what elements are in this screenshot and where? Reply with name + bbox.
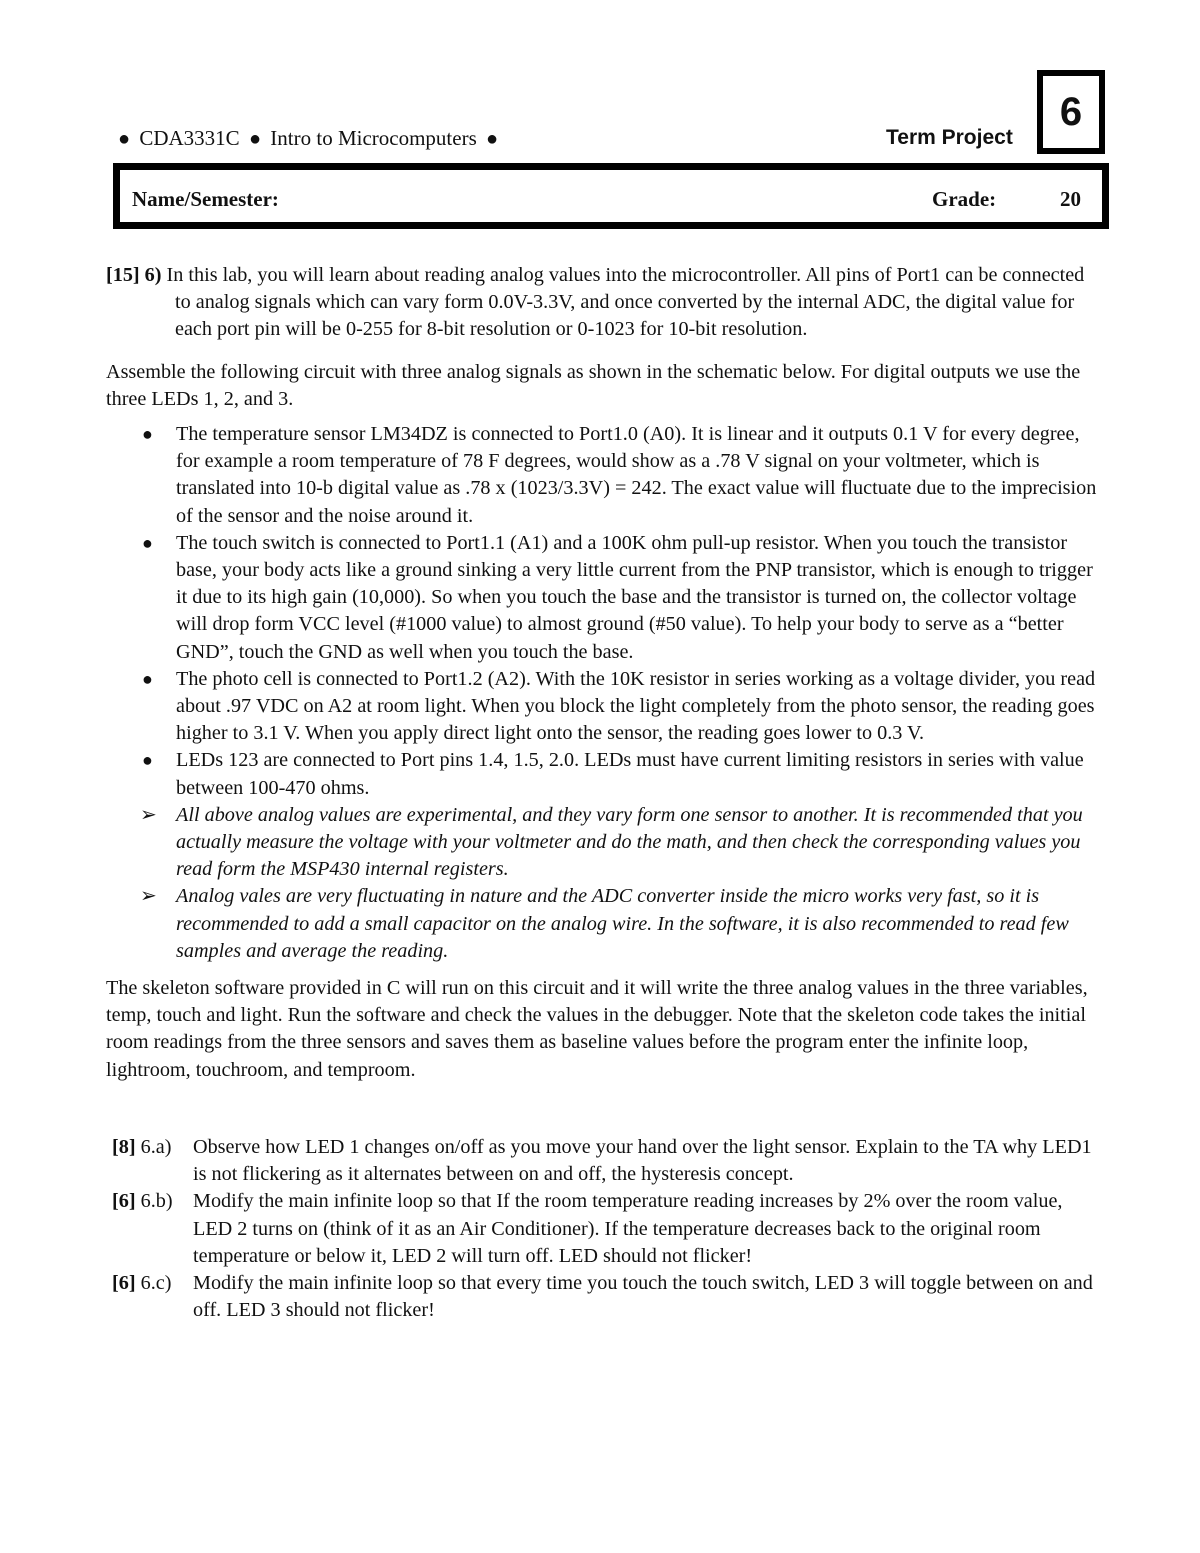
task-list xyxy=(106,1134,1098,1324)
task-heading xyxy=(112,1270,171,1297)
course-header xyxy=(118,126,502,151)
task-item xyxy=(106,1188,1098,1270)
document-body xyxy=(106,262,1098,1324)
task-text: Observe how LED 1 changes on/off as you move your hand over the light sensor. Explain to the TA why LED1 is not flickering as it alternates between on and off, the hysteresis concept. xyxy=(193,1135,1092,1186)
bullet-icon: ● xyxy=(248,128,262,150)
component-list xyxy=(106,421,1098,965)
task-label: 6.c) xyxy=(140,1271,172,1294)
doc-type-label: Term Project xyxy=(886,126,1013,149)
bullet-icon: ● xyxy=(142,424,153,445)
task-heading xyxy=(112,1134,171,1161)
list-item-text: The temperature sensor LM34DZ is connected to Port1.0 (A0). It is linear and it outputs 0.1 V for every degree, for example a room temperature of 78 F degrees, would show as a .78 V signal on your voltmeter, which is translated into 10-b digital value as .78 x (1023/3.3V) = 242. The exact value will fluctuate due to the imprecision of the sensor and the noise around it. xyxy=(176,423,1097,527)
grade-value: 20 xyxy=(1060,187,1081,211)
intro-text: In this lab, you will learn about reading analog values into the microcontroller. All pins of Port1 can be connected to analog signals which can vary form 0.0V-3.3V, and once converted by the internal ADC, the digital value for each port pin will be 0-255 for 8-bit resolution or 0-1023 for 10-bit resolution. xyxy=(166,264,1085,341)
task-item xyxy=(106,1270,1098,1324)
bullet-icon: ● xyxy=(142,532,153,553)
arrow-bullet-icon: ➢ xyxy=(140,803,157,826)
task-text: Modify the main infinite loop so that If the room temperature reading increases by 2% over the room value, LED 2 turns on (think of it as an Air Conditioner). If the temperature decreases back to the original room temperature or below it, LED 2 will turn off. LED should not flicker! xyxy=(193,1190,1063,1267)
task-label: 6.a) xyxy=(140,1135,172,1158)
task-item xyxy=(106,1134,1098,1188)
name-semester-label: Name/Semester: xyxy=(132,187,279,211)
name-grade-box xyxy=(113,163,1109,229)
note-item xyxy=(106,883,1098,965)
list-item xyxy=(106,421,1098,530)
list-item-text: LEDs 123 are connected to Port pins 1.4, 1.5, 2.0. LEDs must have current limiting resistors in series with value between 100-470 ohms. xyxy=(176,749,1084,799)
grade-label: Grade: xyxy=(932,187,997,211)
project-number-box: 6 xyxy=(1037,70,1105,154)
software-paragraph: The skeleton software provided in C will run on this circuit and it will write the three analog values in the three variables, temp, touch and light. Run the software and check the values in the debugger. Note that the skeleton code takes the initial room readings from the three sensors and saves them as baseline values before the program enter the infinite loop, lightroom, touchroom, and temproom. xyxy=(106,977,1088,1081)
list-item xyxy=(106,747,1098,801)
note-text: Analog vales are very fluctuating in nature and the ADC converter inside the micro works very fast, so it is recommended to add a small capacitor on the analog wire. In the software, it is also recommended to read few samples and average the reading. xyxy=(176,885,1069,962)
intro-points: [15] 6) xyxy=(106,264,162,286)
task-points: [6] xyxy=(112,1271,136,1294)
course-title: Intro to Microcomputers xyxy=(270,126,477,150)
task-heading xyxy=(112,1188,173,1215)
list-item xyxy=(106,530,1098,666)
note-item xyxy=(106,802,1098,884)
intro-paragraph xyxy=(106,262,1098,344)
bullet-icon: ● xyxy=(142,668,153,689)
bullet-icon: ● xyxy=(142,750,153,771)
task-points: [8] xyxy=(112,1135,136,1158)
task-label: 6.b) xyxy=(140,1190,173,1213)
list-item xyxy=(106,666,1098,748)
task-points: [6] xyxy=(112,1190,136,1213)
bullet-icon: ● xyxy=(486,128,499,150)
course-code: CDA3331C xyxy=(139,126,240,150)
list-item-text: The touch switch is connected to Port1.1 (A1) and a 100K ohm pull-up resistor. When you touch the transistor base, your body acts like a ground sinking a very little current from the PNP transistor, which is enough to trigger it due to its high gain (10,000). So when you touch the base and the transistor is turned on, the collector voltage will drop form VCC level (#1000 value) to almost ground (#50 value). To help your body to serve as a “better GND”, touch the GND as well when you touch the base. xyxy=(176,531,1093,663)
task-text: Modify the main infinite loop so that every time you touch the touch switch, LED 3 will toggle between on and off. LED 3 should not flicker! xyxy=(193,1271,1093,1322)
list-item-text: The photo cell is connected to Port1.2 (A2). With the 10K resistor in series working as a voltage divider, you read about .97 VDC on A2 at room light. When you block the light completely from the photo sensor, the reading goes higher to 3.1 V. When you apply direct light onto the sensor, the reading goes lower to 0.3 V. xyxy=(176,667,1096,745)
arrow-bullet-icon: ➢ xyxy=(140,885,157,908)
assembly-paragraph: Assemble the following circuit with three analog signals as shown in the schematic below. For digital outputs we use the three LEDs 1, 2, and 3. xyxy=(106,360,1081,410)
note-text: All above analog values are experimental, and they vary form one sensor to another. It is recommended that you actually measure the voltage with your voltmeter and do the math, and then check the corresponding values you read form the MSP430 internal registers. xyxy=(176,803,1083,881)
bullet-icon: ● xyxy=(118,128,131,150)
